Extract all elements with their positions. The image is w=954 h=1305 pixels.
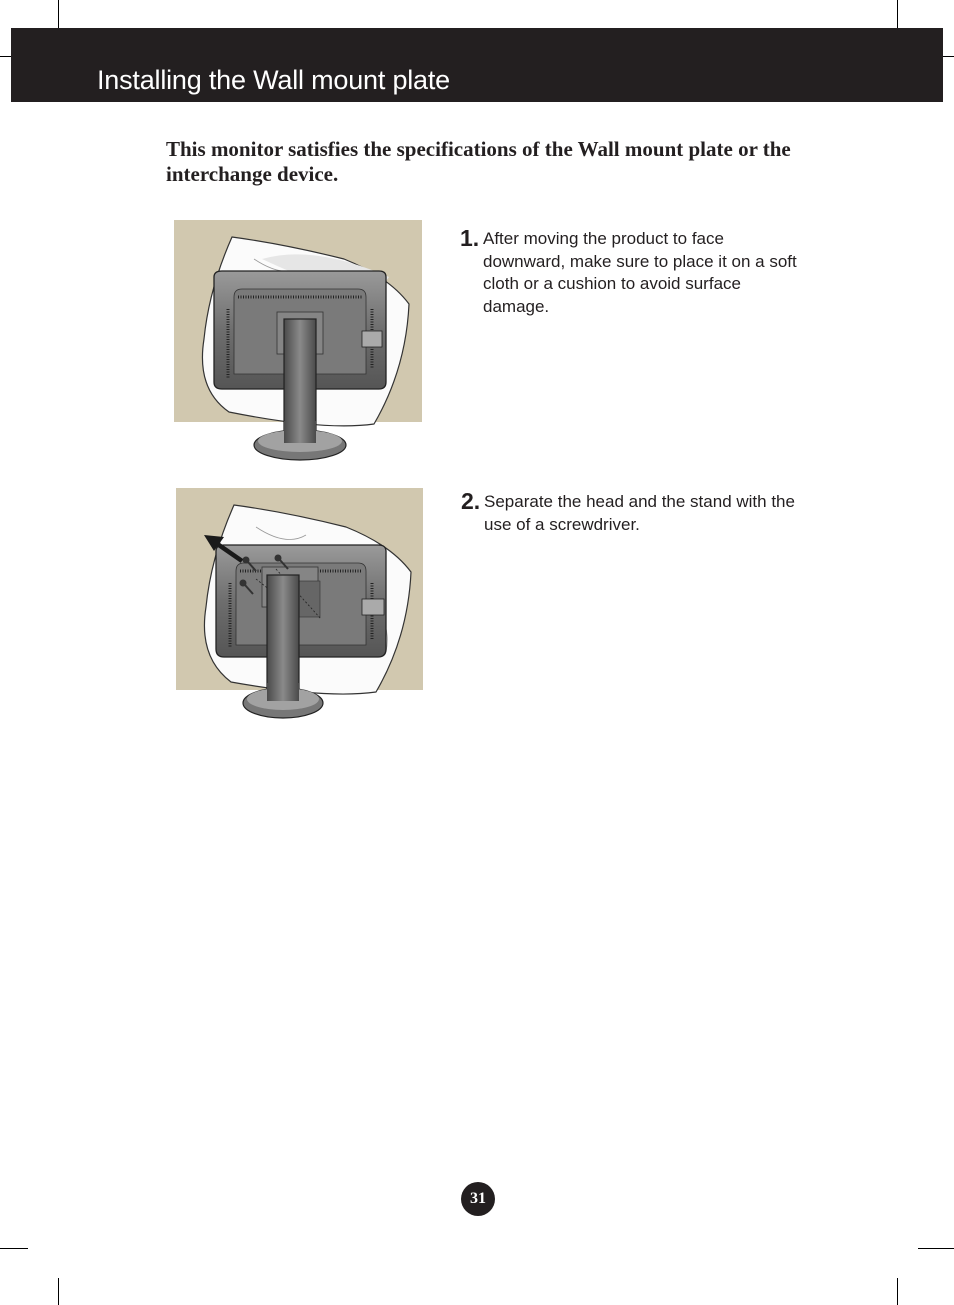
- crop-mark: [0, 56, 11, 57]
- crop-mark: [58, 1278, 59, 1305]
- crop-mark: [943, 56, 954, 57]
- intro-statement: This monitor satisfies the specifications of the Wall mount plate or the interchange device.: [166, 137, 791, 186]
- step-2-number: 2.: [461, 488, 481, 514]
- step-2-illustration: [176, 487, 426, 723]
- step-1-illustration: [174, 219, 424, 465]
- crop-mark: [58, 0, 59, 28]
- crop-mark: [897, 1278, 898, 1305]
- step-1-text: After moving the product to face downward, make sure to place it on a soft cloth or a cushion to avoid surface damage.: [483, 229, 797, 316]
- crop-mark: [0, 1248, 28, 1249]
- crop-mark: [918, 1248, 954, 1249]
- step-2-text: Separate the head and the stand with the use of a screwdriver.: [484, 492, 795, 534]
- header-bar: [11, 28, 943, 102]
- page-number-badge: 31: [461, 1182, 495, 1216]
- step-1-number: 1.: [460, 225, 480, 251]
- page-title: Installing the Wall mount plate: [97, 65, 450, 95]
- crop-mark: [897, 0, 898, 28]
